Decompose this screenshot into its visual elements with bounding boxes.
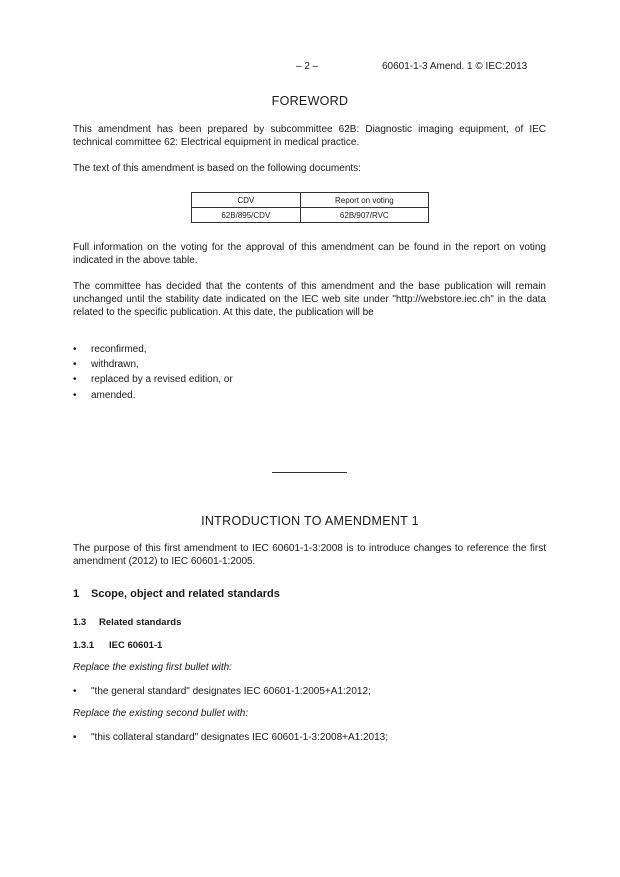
replace-instruction-2: Replace the existing second bullet with:: [73, 708, 249, 719]
replacement-bullet-1: • "the general standard" designates IEC 60601-1:2005+A1:2012;: [73, 686, 371, 697]
bullet-icon: •: [73, 344, 77, 355]
bullet-icon: •: [73, 389, 77, 401]
subsection-heading: [73, 617, 181, 628]
table-header-cdv: CDV: [192, 193, 301, 208]
foreword-title: FOREWORD: [271, 94, 349, 108]
table-cell-cdv: 62B/895/CDV: [192, 208, 301, 223]
bullet-icon: •: [73, 359, 77, 371]
standard-reference: 60601-1-3 Amend. 1 © IEC:2013: [382, 61, 528, 72]
list-item: • reconfirmed,: [73, 342, 233, 357]
subsubsection-title: IEC 60601-1: [109, 640, 163, 651]
foreword-paragraph-4: The committee has decided that the contents of this amendment and the base publication will remain unchanged until the stability date indicated on the IEC web site under "http://webstore.iec.ch" in the data related to the specific publication. At this date, the publication will be: [73, 281, 546, 318]
foreword-paragraph-2: The text of this amendment is based on the following documents:: [73, 163, 361, 174]
list-item: • withdrawn,: [73, 357, 233, 372]
section-divider: [272, 472, 347, 473]
foreword-paragraph-1: This amendment has been prepared by subcommittee 62B: Diagnostic imaging equipment, of IEC technical committee 62: Electrical equipment in medical practice.: [73, 124, 546, 148]
table-row: [192, 208, 429, 223]
replacement-bullet-2: • "this collateral standard" designates IEC 60601-1-3:2008+A1:2013;: [73, 732, 389, 743]
section-number: 1: [73, 588, 80, 600]
page-number: – 2 –: [296, 61, 319, 72]
voting-documents-table: [191, 192, 429, 223]
subsection-title: Related standards: [99, 617, 182, 628]
table-header-report: Report on voting: [300, 193, 428, 208]
publication-options-list: [73, 342, 233, 403]
introduction-title: INTRODUCTION TO AMENDMENT 1: [201, 514, 419, 528]
foreword-paragraph-3: Full information on the voting for the approval of this amendment can be found in the report on voting indicated in the above table.: [73, 242, 546, 266]
list-item: • amended.: [73, 388, 233, 403]
replace-instruction-1: Replace the existing first bullet with:: [73, 662, 232, 673]
table-header-row: [192, 193, 429, 208]
subsubsection-heading: [73, 640, 162, 651]
list-item: • replaced by a revised edition, or: [73, 372, 233, 387]
section-title: Scope, object and related standards: [91, 588, 280, 600]
bullet-icon: •: [73, 732, 77, 743]
subsection-number: 1.3: [73, 617, 87, 628]
subsubsection-number: 1.3.1: [73, 640, 95, 651]
introduction-paragraph: The purpose of this first amendment to IEC 60601-1-3:2008 is to introduce changes to reference the first amendment (2012) to IEC 60601-1:2005.: [73, 543, 546, 567]
table-cell-rvc: 62B/907/RVC: [300, 208, 428, 223]
bullet-icon: •: [73, 686, 77, 697]
section-1-heading: [73, 588, 280, 600]
bullet-icon: •: [73, 374, 77, 386]
